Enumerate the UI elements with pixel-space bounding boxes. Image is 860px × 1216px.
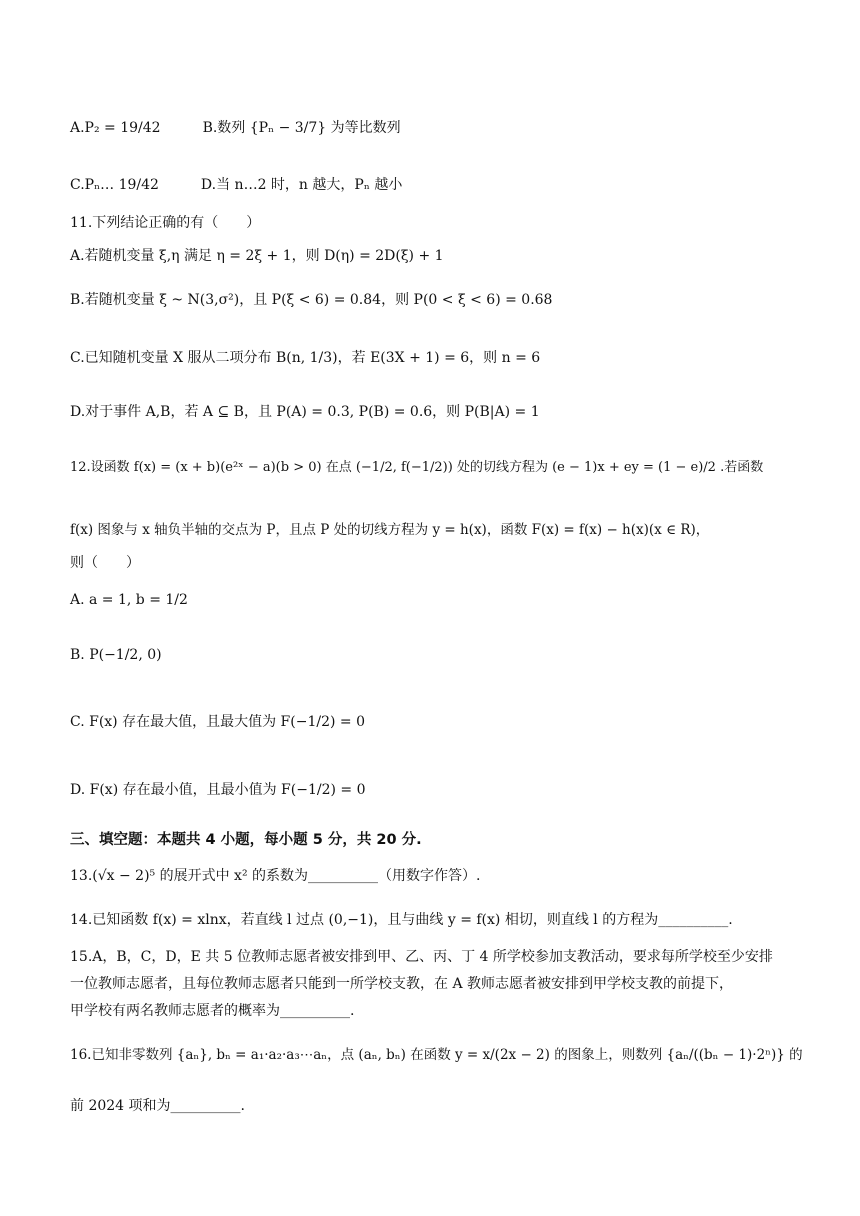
question-12-line1: 12.设函数 f(x) = (x + b)(e²ˣ − a)(b > 0) 在点 (−1/2, f(−1/2)) 处的切线方程为 (e − 1)x + ey = (1 − e)/2 .若函数	[70, 460, 764, 475]
question-13: 13.(√x − 2)⁵ 的展开式中 x² 的系数为__________（用数字作答）.	[70, 868, 481, 884]
option-11b: B.若随机变量 ξ ~ N(3,σ²)，且 P(ξ < 6) = 0.84，则 P(0 < ξ < 6) = 0.68	[70, 292, 553, 308]
line-10cd: C.Pₙ… 19/42 D.当 n…2 时，n 越大，Pₙ 越小	[70, 177, 403, 193]
section-heading: 三、填空题：本题共 4 小题，每小题 5 分，共 20 分.	[70, 832, 422, 848]
question-16-line2: 前 2024 项和为__________.	[70, 1098, 245, 1114]
option-12d: D. F(x) 存在最小值，且最小值为 F(−1/2) = 0	[70, 782, 366, 798]
question-12-line2: f(x) 图象与 x 轴负半轴的交点为 P，且点 P 处的切线方程为 y = h(x)，函数 F(x) = f(x) − h(x)(x ∈ R)，	[70, 522, 710, 538]
question-15-line2: 一位教师志愿者，且每位教师志愿者只能到一所学校支教，在 A 教师志愿者被安排到甲学校支教的前提下，	[70, 976, 734, 992]
option-12a: A. a = 1, b = 1/2	[70, 592, 188, 608]
question-15-line1: 15.A，B，C，D，E 共 5 位教师志愿者被安排到甲、乙、丙、丁 4 所学校参加支教活动，要求每所学校至少安排	[70, 949, 773, 965]
question-15-line3: 甲学校有两名教师志愿者的概率为__________.	[70, 1003, 355, 1019]
line-10ab: A.P₂ = 19/42 B.数列 {Pₙ − 3/7} 为等比数列	[70, 120, 401, 136]
question-16-line1: 16.已知非零数列 {aₙ}, bₙ = a₁·a₂·a₃⋯aₙ，点 (aₙ, bₙ) 在函数 y = x/(2x − 2) 的图象上，则数列 {aₙ/((bₙ − 1)·2ⁿ)} 的	[70, 1047, 803, 1063]
question-12-line3: 则（ ）	[70, 555, 140, 571]
option-11a: A.若随机变量 ξ,η 满足 η = 2ξ + 1，则 D(η) = 2D(ξ) + 1	[70, 248, 444, 264]
question-14: 14.已知函数 f(x) = xlnx，若直线 l 过点 (0,−1)，且与曲线 y = f(x) 相切，则直线 l 的方程为__________.	[70, 912, 733, 928]
option-12b: B. P(−1/2, 0)	[70, 647, 162, 663]
question-11: 11.下列结论正确的有（ ）	[70, 215, 261, 231]
option-11c: C.已知随机变量 X 服从二项分布 B(n, 1/3)，若 E(3X + 1) = 6，则 n = 6	[70, 350, 541, 366]
option-11d: D.对于事件 A,B，若 A ⊆ B，且 P(A) = 0.3, P(B) = 0.6，则 P(B|A) = 1	[70, 404, 540, 420]
option-12c: C. F(x) 存在最大值，且最大值为 F(−1/2) = 0	[70, 714, 365, 730]
